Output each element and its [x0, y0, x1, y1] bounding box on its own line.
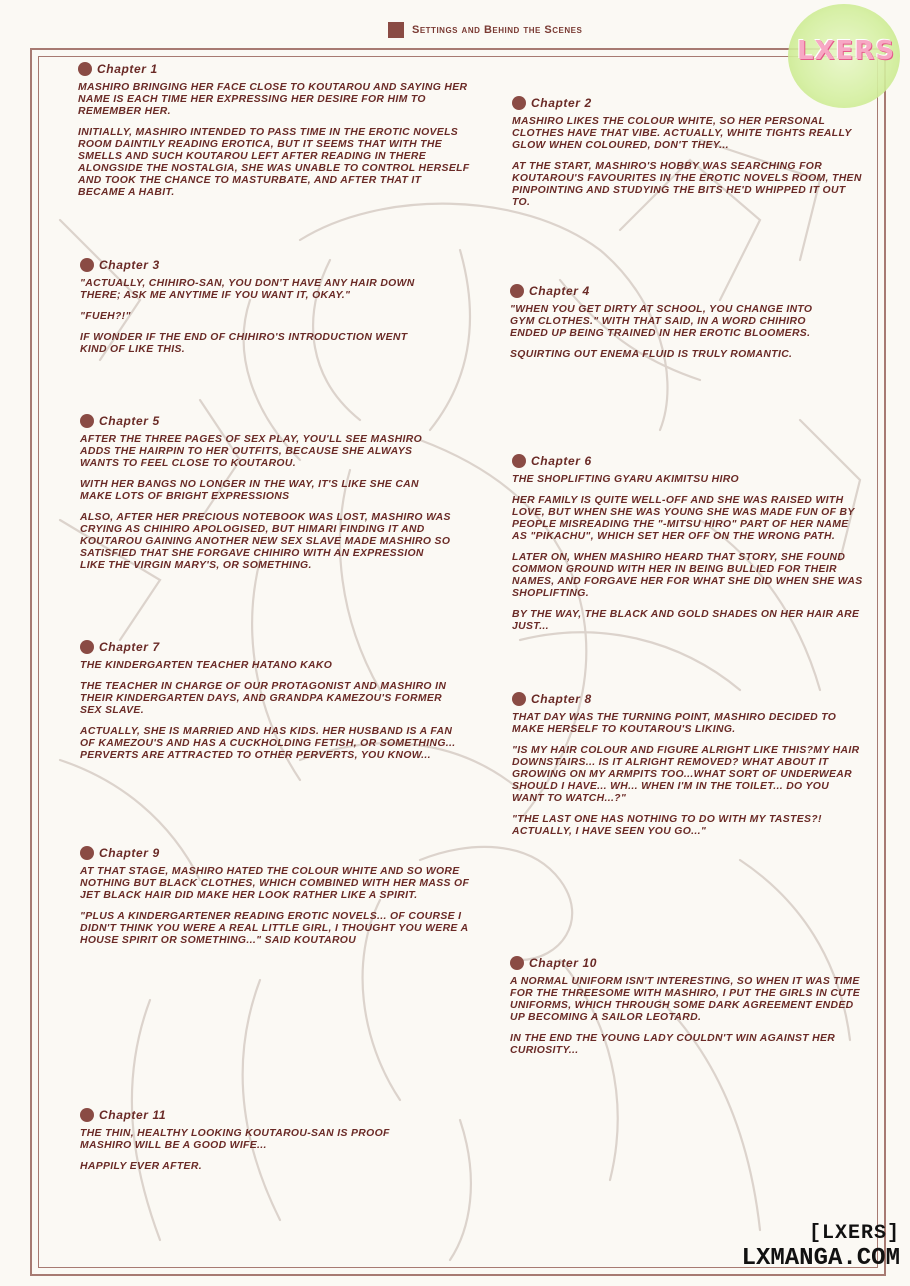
chapter-title: Chapter 6 [531, 454, 592, 468]
chapter-title: Chapter 2 [531, 96, 592, 110]
chapter-11 [80, 1108, 410, 1182]
chapter-8 [512, 692, 864, 847]
chapter-title: Chapter 10 [529, 956, 598, 970]
chapter-4 [510, 284, 840, 370]
paragraph: LATER ON, WHEN MASHIRO HEARD THAT STORY, SHE FOUND COMMON GROUND WITH HER IN BEING BULLIED FOR THEIR NAMES, AND FORGAVE HER FOR WHAT SHE DID WHEN SHE WAS SHOPLIFTING. [512, 552, 863, 599]
paragraph: "THE LAST ONE HAS NOTHING TO DO WITH MY TASTES?! ACTUALLY, I HAVE SEEN YOU GO..." [512, 814, 822, 837]
paragraph: IF WONDER IF THE END OF CHIHIRO'S INTRODUCTION WENT KIND OF LIKE THIS. [80, 332, 408, 355]
chapter-title: Chapter 8 [531, 692, 592, 706]
chapter-title: Chapter 11 [99, 1108, 167, 1122]
bullet-icon [512, 96, 526, 110]
bullet-icon [512, 692, 526, 706]
chapter-7 [80, 640, 462, 771]
paragraph: "PLUS A KINDERGARTENER READING EROTIC NOVELS... OF COURSE I DIDN'T THINK YOU WERE A REAL LITTLE GIRL, I THOUGHT YOU WERE A HOUSE SPIRIT OR SOMETHING..." SAID KOUTAROU [80, 911, 469, 946]
paragraph: ALSO, AFTER HER PRECIOUS NOTEBOOK WAS LOST, MASHIRO WAS CRYING AS CHIHIRO APOLOGISED, BUT HIMARI FINDING IT AND KOUTAROU GAINING ANOTHER NEW SEX SLAVE MADE MASHIRO SO SATISFIED THAT SHE FORGAVE CHIHIRO WITH AN EXPRESSION LIKE THE VIRGIN MARY'S, OR SOMETHING. [80, 512, 451, 571]
paragraph: IN THE END THE YOUNG LADY COULDN'T WIN AGAINST HER CURIOSITY... [510, 1033, 836, 1056]
bullet-icon [80, 258, 94, 272]
paragraph: THE SHOPLIFTING GYARU AKIMITSU HIRO [512, 474, 739, 485]
paragraph: THE THIN, HEALTHY LOOKING KOUTAROU-SAN IS PROOF MASHIRO WILL BE A GOOD WIFE... [80, 1128, 390, 1151]
chapter-3 [80, 258, 432, 365]
paragraph: ACTUALLY, SHE IS MARRIED AND HAS KIDS. HER HUSBAND IS A FAN OF KAMEZOU'S AND HAS A CUCKHOLDING FETISH, OR SOMETHING... PERVERTS ARE ATTRACTED TO OTHER PERVERTS, YOU KNOW... [80, 726, 456, 761]
chapter-9 [80, 846, 472, 956]
paragraph: THE KINDERGARTEN TEACHER HATANO KAKO [80, 660, 333, 671]
chapter-title: Chapter 5 [99, 414, 160, 428]
site-logo [788, 4, 906, 110]
bullet-icon [510, 956, 524, 970]
paragraph: HER FAMILY IS QUITE WELL-OFF AND SHE WAS RAISED WITH LOVE, BUT WHEN SHE WAS YOUNG SHE WAS MADE FUN OF BY PEOPLE MISREADING THE "-MITSU HIRO" PART OF HER NAME AS "PIKACHU", WHICH SET HER OFF ON THE WRONG PATH. [512, 495, 855, 542]
bullet-icon [80, 846, 94, 860]
bullet-icon [510, 284, 524, 298]
chapter-1 [78, 62, 470, 208]
paragraph: AT THE START, MASHIRO'S HOBBY WAS SEARCHING FOR KOUTAROU'S FAVOURITES IN THE EROTIC NOVELS ROOM, THEN PINPOINTING AND STUDYING THE BITS HE'D WHIPPED IT OUT TO. [512, 161, 862, 208]
watermark-line-2: LXMANGA.COM [741, 1245, 900, 1272]
bullet-icon [80, 414, 94, 428]
paragraph: THE TEACHER IN CHARGE OF OUR PROTAGONIST AND MASHIRO IN THEIR KINDERGARTEN DAYS, AND GRANDPA KAMEZOU'S FORMER SEX SLAVE. [80, 681, 447, 716]
chapter-title: Chapter 4 [529, 284, 590, 298]
paragraph: WITH HER BANGS NO LONGER IN THE WAY, IT'S LIKE SHE CAN MAKE LOTS OF BRIGHT EXPRESSIONS [80, 479, 419, 502]
watermark [742, 1222, 900, 1272]
chapter-title: Chapter 3 [99, 258, 160, 272]
paragraph: MASHIRO LIKES THE COLOUR WHITE, SO HER PERSONAL CLOTHES HAVE THAT VIBE. ACTUALLY, WHITE TIGHTS REALLY GLOW WHEN COLOURED, DON'T THEY... [512, 116, 852, 151]
page-header [388, 20, 582, 40]
bullet-icon [80, 1108, 94, 1122]
paragraph: MASHIRO BRINGING HER FACE CLOSE TO KOUTAROU AND SAYING HER NAME IS EACH TIME HER EXPRESSING HER DESIRE FOR HIM TO REMEMBER HER. [78, 82, 468, 117]
paragraph: AFTER THE THREE PAGES OF SEX PLAY, YOU'LL SEE MASHIRO ADDS THE HAIRPIN TO HER OUTFITS, BECAUSE SHE ALWAYS WANTS TO FEEL CLOSE TO KOUTAROU. [80, 434, 423, 469]
bullet-icon [512, 454, 526, 468]
chapter-title: Chapter 9 [99, 846, 160, 860]
paragraph: "IS MY HAIR COLOUR AND FIGURE ALRIGHT LIKE THIS?MY HAIR DOWNSTAIRS... IS IT ALRIGHT REMOVED? WHAT ABOUT IT GROWING ON MY ARMPITS TOO...WHAT SORT OF UNDERWEAR SHOULD I HAVE... WH... WHEN I'M IN THE TOILET... DO YOU WANT TO WATCH...?" [512, 745, 860, 804]
chapter-6 [512, 454, 864, 642]
chapter-2 [512, 96, 864, 218]
bullet-icon [78, 62, 92, 76]
paragraph: INITIALLY, MASHIRO INTENDED TO PASS TIME IN THE EROTIC NOVELS ROOM DAINTILY READING EROTICA, BUT IT SEEMS THAT WITH THE SMELLS AND SUCH KOUTAROU LEFT AFTER READING IN THERE ALONGSIDE THE NOSTALGIA, SHE WAS UNABLE TO CONTROL HERSELF AND TOOK THE CHANCE TO MASTURBATE, AND AFTER THAT IT BECAME A HABIT. [78, 127, 470, 198]
paragraph: A NORMAL UNIFORM ISN'T INTERESTING, SO WHEN IT WAS TIME FOR THE THREESOME WITH MASHIRO, I PUT THE GIRLS IN CUTE UNIFORMS, WHICH THROUGH SOME DARK AGREEMENT ENDED UP BECOMING A SAILOR LEOTARD. [510, 976, 861, 1023]
page-title: Settings and Behind the Scenes [412, 24, 583, 36]
paragraph: SQUIRTING OUT ENEMA FLUID IS TRULY ROMANTIC. [510, 349, 793, 360]
paragraph: "WHEN YOU GET DIRTY AT SCHOOL, YOU CHANGE INTO GYM CLOTHES." WITH THAT SAID, IN A WORD CHIHIRO ENDED UP BEING TRAINED IN HER EROTIC BLOOMERS. [510, 304, 813, 339]
logo-text: LXERS [796, 36, 896, 66]
paragraph: HAPPILY EVER AFTER. [80, 1161, 202, 1172]
square-bullet-icon [388, 22, 404, 38]
paragraph: "FUEH?!" [80, 311, 131, 322]
watermark-line-1: [LXERS] [808, 1222, 900, 1245]
chapter-5 [80, 414, 452, 581]
bullet-icon [80, 640, 94, 654]
paragraph: BY THE WAY, THE BLACK AND GOLD SHADES ON HER HAIR ARE JUST... [512, 609, 860, 632]
paragraph: THAT DAY WAS THE TURNING POINT, MASHIRO DECIDED TO MAKE HERSELF TO KOUTAROU'S LIKING. [512, 712, 837, 735]
chapter-title: Chapter 1 [97, 62, 158, 76]
paragraph: AT THAT STAGE, MASHIRO HATED THE COLOUR WHITE AND SO WORE NOTHING BUT BLACK CLOTHES, WHICH COMBINED WITH HER MASS OF JET BLACK HAIR DID MAKE HER LOOK RATHER LIKE A SPIRIT. [80, 866, 470, 901]
paragraph: "ACTUALLY, CHIHIRO-SAN, YOU DON'T HAVE ANY HAIR DOWN THERE; ASK ME ANYTIME IF YOU WANT IT, OKAY." [80, 278, 415, 301]
chapter-10 [510, 956, 862, 1066]
chapter-title: Chapter 7 [99, 640, 160, 654]
